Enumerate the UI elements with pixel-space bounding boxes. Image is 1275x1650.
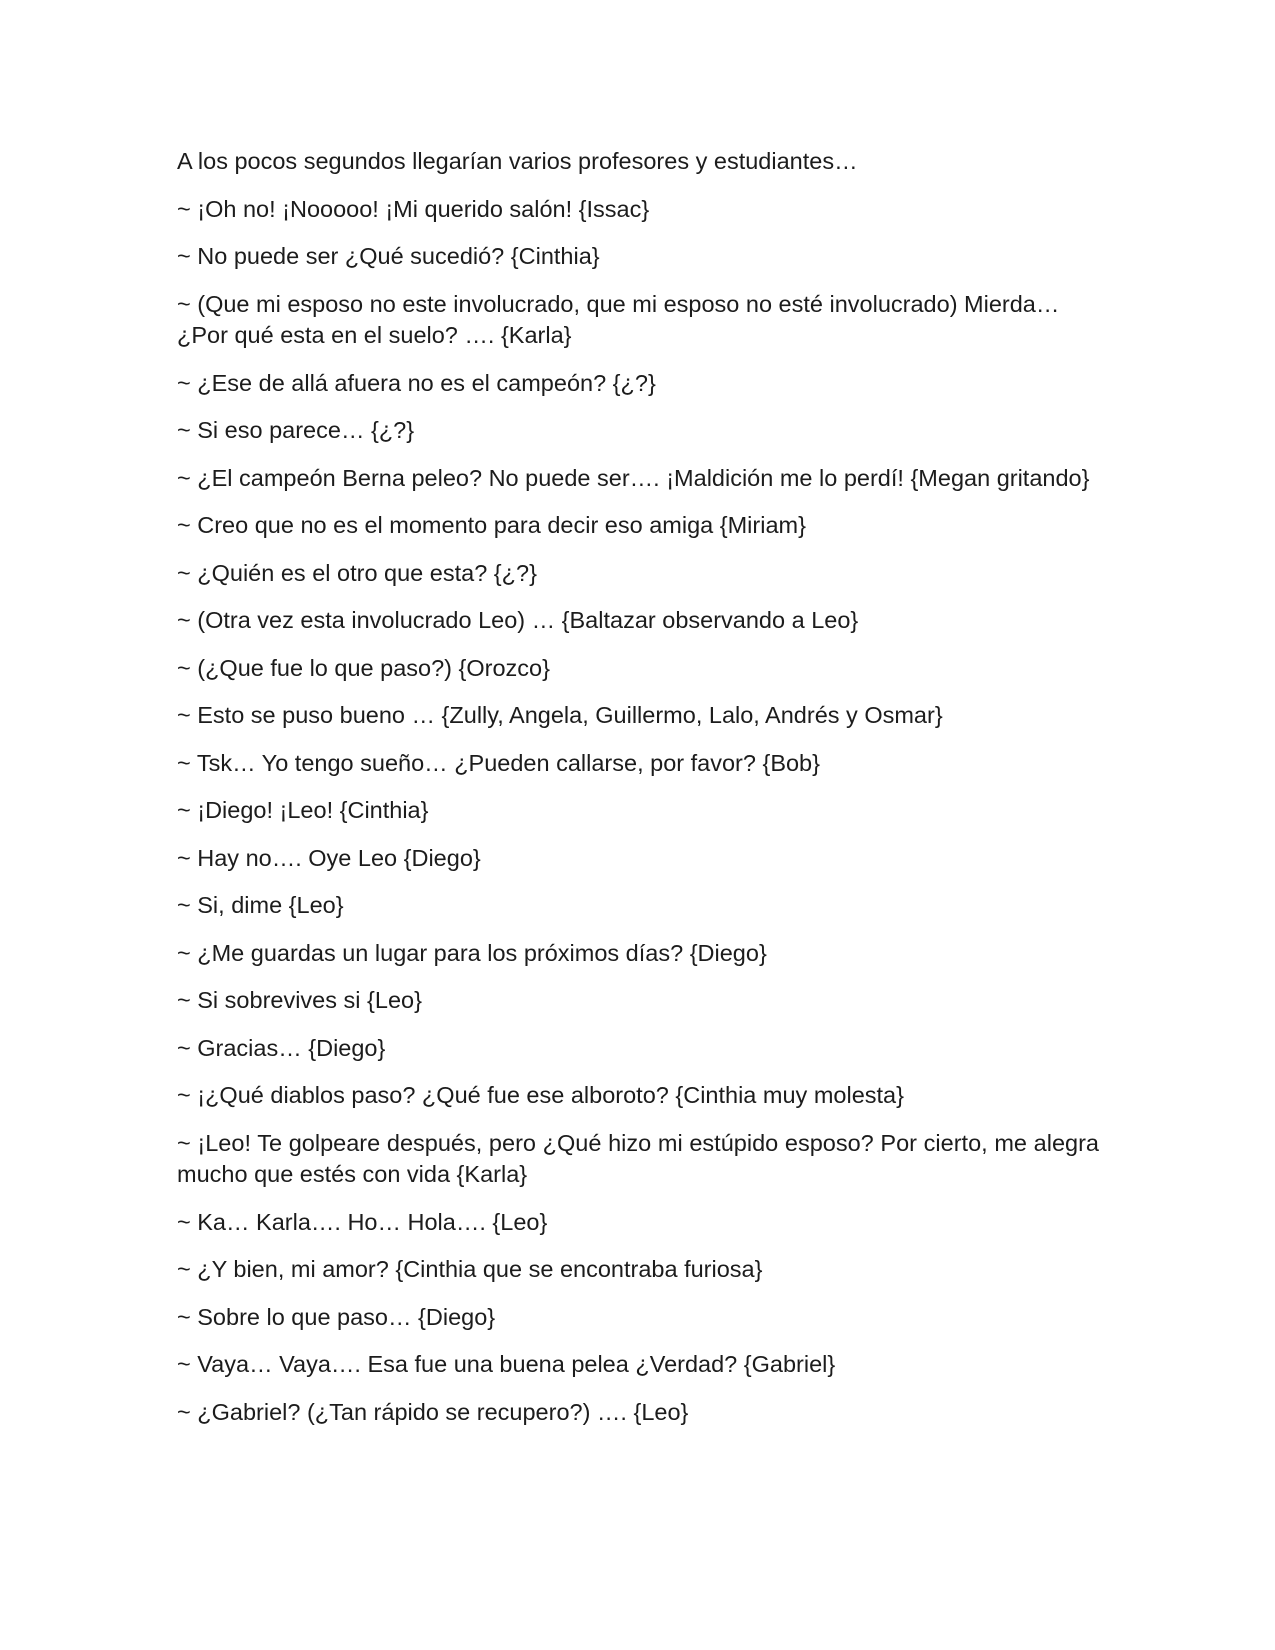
dialogue-line: ~ Creo que no es el momento para decir eso amiga {Miriam}	[177, 512, 806, 538]
dialogue-line: ~ ¿Quién es el otro que esta? {¿?}	[177, 559, 537, 586]
dialogue-line: ~ Ka… Karla…. Ho… Hola…. {Leo}	[177, 1208, 548, 1235]
dialogue-line: ~ ¡Oh no! ¡Nooooo! ¡Mi querido salón! {Issac}	[177, 195, 650, 222]
dialogue-line: ~ Si eso parece… {¿?}	[177, 417, 415, 443]
dialogue-line: ~ ¿Me guardas un lugar para los próximos días? {Diego}	[177, 939, 767, 966]
dialogue-line: ~ Vaya… Vaya…. Esa fue una buena pelea ¿Verdad? {Gabriel}	[177, 1351, 836, 1377]
dialogue-line: ~ Hay no…. Oye Leo {Diego}	[177, 844, 481, 871]
narration-paragraph: A los pocos segundos llegarían varios profesores y estudiantes…	[177, 148, 858, 174]
dialogue-line: ~ ¡¿Qué diablos paso? ¿Qué fue ese alboroto? {Cinthia muy molesta}	[177, 1082, 904, 1108]
dialogue-line: ~ (Que mi esposo no este involucrado, que mi esposo no esté involucrado) Mierda… ¿Por qué esta en el suelo? …. {Karla}	[177, 290, 1060, 348]
dialogue-line: ~ ¡Diego! ¡Leo! {Cinthia}	[177, 797, 429, 823]
dialogue-line: ~ (Otra vez esta involucrado Leo) … {Baltazar observando a Leo}	[177, 607, 859, 633]
dialogue-line: ~ Sobre lo que paso… {Diego}	[177, 1303, 496, 1330]
document-body	[177, 146, 1099, 1444]
dialogue-line: ~ Gracias… {Diego}	[177, 1034, 386, 1061]
dialogue-line: ~ ¿Ese de allá afuera no es el campeón? {¿?}	[177, 369, 656, 396]
dialogue-line: ~ Si sobrevives si {Leo}	[177, 987, 422, 1013]
dialogue-line: ~ Esto se puso bueno … {Zully, Angela, Guillermo, Lalo, Andrés y Osmar}	[177, 702, 943, 728]
dialogue-line: ~ Si, dime {Leo}	[177, 892, 344, 918]
dialogue-line: ~ ¿El campeón Berna peleo? No puede ser…. ¡Maldición me lo perdí! {Megan gritando}	[177, 464, 1090, 491]
dialogue-line: ~ ¡Leo! Te golpeare después, pero ¿Qué hizo mi estúpido esposo? Por cierto, me alegra mucho que estés con vida {Karla}	[177, 1129, 1099, 1187]
dialogue-line: ~ ¿Gabriel? (¿Tan rápido se recupero?) …. {Leo}	[177, 1398, 689, 1425]
dialogue-line: ~ ¿Y bien, mi amor? {Cinthia que se encontraba furiosa}	[177, 1256, 763, 1282]
dialogue-line: ~ (¿Que fue lo que paso?) {Orozco}	[177, 654, 550, 681]
dialogue-line: ~ Tsk… Yo tengo sueño… ¿Pueden callarse, por favor? {Bob}	[177, 749, 820, 776]
dialogue-line: ~ No puede ser ¿Qué sucedió? {Cinthia}	[177, 243, 600, 269]
